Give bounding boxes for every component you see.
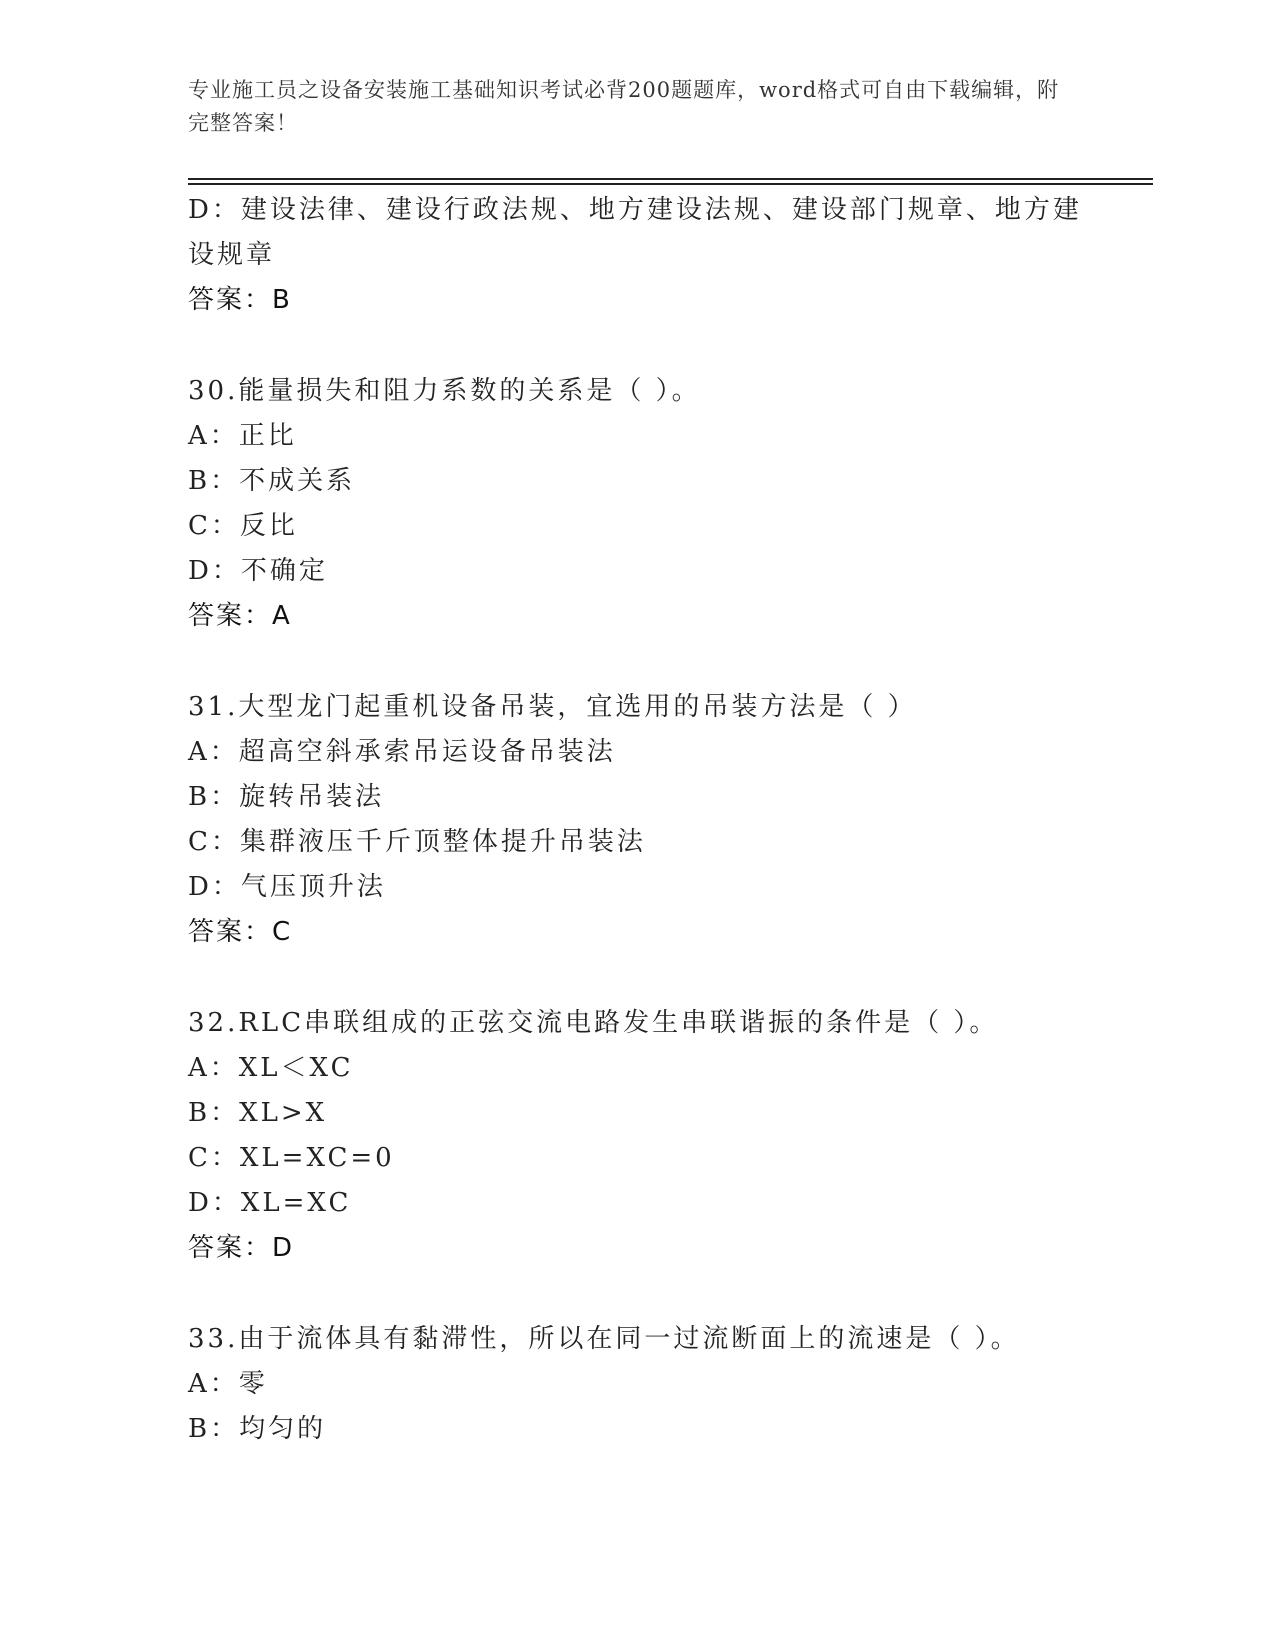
question-30-option-d: D：不确定 [188,556,328,586]
question-32-option-d: D：XL=XC [188,1188,352,1218]
question-30-option-b: B：不成关系 [188,466,356,496]
question-33-option-b: B：均匀的 [188,1414,327,1444]
question-31-option-d: D：气压顶升法 [188,872,386,902]
document-header: 专业施工员之设备安装施工基础知识考试必背200题题库，word格式可自由下载编辑，附完整答案！ [188,78,1060,135]
question-32-option-a: A：XL＜XC [188,1053,354,1083]
header-divider-bottom [188,183,1153,185]
question-30-answer: 答案：A [188,601,292,631]
question-content [188,188,1088,1452]
spacer [188,1271,1088,1317]
spacer [188,955,1088,1001]
question-30-option-a: A：正比 [188,421,297,451]
question-31-stem: 31.大型龙门起重机设备吊装，宜选用的吊装方法是（ ） [188,692,917,722]
question-32-stem: 32.RLC串联组成的正弦交流电路发生串联谐振的条件是（ ）。 [188,1008,999,1038]
question-31-option-b: B：旋转吊装法 [188,782,385,812]
question-30-option-c: C：反比 [188,511,298,541]
spacer [188,639,1088,685]
question-32-option-b: B：XL>X [188,1098,328,1128]
question-33-option-a: A：零 [188,1369,268,1399]
question-31-answer: 答案：C [188,917,293,947]
question-30-stem: 30.能量损失和阻力系数的关系是（ ）。 [188,376,701,406]
question-31-option-c: C：集群液压千斤顶整体提升吊装法 [188,827,646,857]
question-33-stem: 33.由于流体具有黏滞性，所以在同一过流断面上的流速是（ ）。 [188,1324,1020,1354]
partial-answer: 答案：B [188,285,292,315]
partial-option-d: D：建设法律、建设行政法规、地方建设法规、建设部门规章、地方建设规章 [188,195,1082,270]
spacer [188,323,1088,369]
header-divider-top [188,178,1153,180]
question-31-option-a: A：超高空斜承索吊运设备吊装法 [188,737,616,767]
question-32-answer: 答案：D [188,1233,295,1263]
question-32-option-c: C：XL=XC=0 [188,1143,395,1173]
